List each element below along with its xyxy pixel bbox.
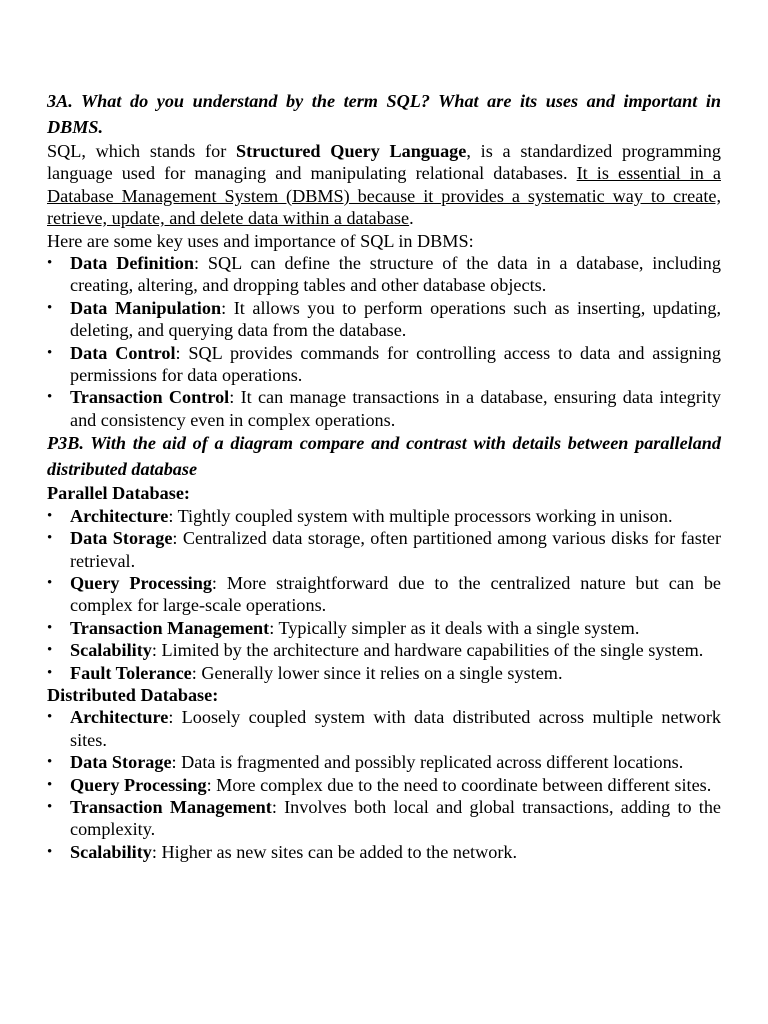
question-3a-heading: 3A. What do you understand by the term SQL? What are its uses and important in DBMS. [47,91,721,137]
parallel-database-list [47,505,721,684]
bullet-icon: • [47,754,53,771]
item-text: : SQL can define the structure of the data in a database, including creating, altering, and dropping tables and other database objects. [70,253,721,296]
item-text: : Higher as new sites can be added to the network. [151,841,518,862]
item-term: Data Storage [70,752,172,773]
bullet-icon: • [47,530,53,547]
list-item [47,342,721,387]
list-item [47,841,721,863]
distributed-database-title: Distributed Database: [47,684,219,705]
list-item [47,706,721,751]
item-term: Query Processing [70,774,207,795]
item-term: Scalability [70,841,152,862]
item-text: : Loosely coupled system with data distributed across multiple network sites. [70,707,721,750]
bullet-icon: • [47,619,53,636]
list-item [47,252,721,297]
item-text: : Limited by the architecture and hardware capabilities of the single system. [151,640,704,661]
item-term: Fault Tolerance [70,662,192,683]
item-term: Transaction Control [70,387,230,408]
list-item [47,662,721,684]
item-text: : Typically simpler as it deals with a single system. [269,617,640,638]
list-item [47,639,721,661]
item-term: Query Processing [70,572,212,593]
intro-term-sql: Structured Query Language [236,141,467,161]
bullet-icon: • [47,255,53,272]
item-text: : More straightforward due to the centralized nature but can be complex for large-scale operations. [70,572,722,616]
bullet-icon: • [47,574,53,591]
item-term: Transaction Management [70,796,272,817]
list-item [47,774,721,796]
bullet-icon: • [47,642,53,659]
bullet-icon: • [47,776,53,793]
item-text: : Centralized data storage, often partitioned among various disks for faster retrieval. [70,528,721,571]
item-term: Data Manipulation [70,297,222,318]
question-3b-heading: P3B. With the aid of a diagram compare and contrast with details between paralleland distributed database [47,433,721,479]
list-item [47,297,721,342]
list-item [47,751,721,773]
sql-uses-lead: Here are some key uses and importance of SQL in DBMS: [47,230,474,251]
bullet-icon: • [47,344,53,361]
item-text: : It can manage transactions in a database, ensuring data integrity and consistency even in complex operations. [70,387,721,430]
item-term: Data Definition [70,253,195,274]
intro-underlined-text: It is essential in a Database Management System (DBMS) because it provides a systematic way to create, retrieve, update, and delete data within a database [47,163,721,229]
item-text: : Tightly coupled system with multiple processors working in unison. [168,505,673,526]
distributed-database-list [47,706,721,863]
sql-intro-paragraph [47,140,721,230]
intro-text-1: SQL, which stands for [47,141,237,161]
intro-text-3: . [409,208,414,229]
bullet-icon: • [47,299,53,316]
item-text: : Involves both local and global transactions, adding to the complexity. [70,796,722,840]
bullet-icon: • [47,389,53,406]
list-item [47,617,721,639]
item-term: Data Storage [70,528,173,549]
item-text: : SQL provides commands for controlling access to data and assigning permissions for data operations. [70,342,721,386]
list-item [47,527,721,572]
item-text: : More complex due to the need to coordinate between different sites. [206,774,712,795]
item-text: : Generally lower since it relies on a single system. [191,662,563,683]
item-text: : Data is fragmented and possibly replicated across different locations. [171,752,684,773]
bullet-icon: • [47,664,53,681]
item-term: Architecture [70,707,169,728]
intro-text-2: , is a standardized programming language used for managing and manipulating relational databases. [47,141,721,184]
bullet-icon: • [47,843,53,860]
list-item [47,386,721,431]
list-item [47,505,721,527]
item-term: Data Control [70,342,176,363]
item-term: Transaction Management [70,617,270,638]
list-item [47,796,721,841]
document-page [47,89,721,863]
bullet-icon: • [47,798,53,815]
item-term: Scalability [70,640,152,661]
parallel-database-title: Parallel Database: [47,483,190,504]
item-text: : It allows you to perform operations such as inserting, updating, deleting, and querying data from the database. [70,297,721,341]
sql-uses-list [47,252,721,431]
bullet-icon: • [47,507,53,524]
list-item [47,572,721,617]
item-term: Architecture [70,505,169,526]
bullet-icon: • [47,709,53,726]
